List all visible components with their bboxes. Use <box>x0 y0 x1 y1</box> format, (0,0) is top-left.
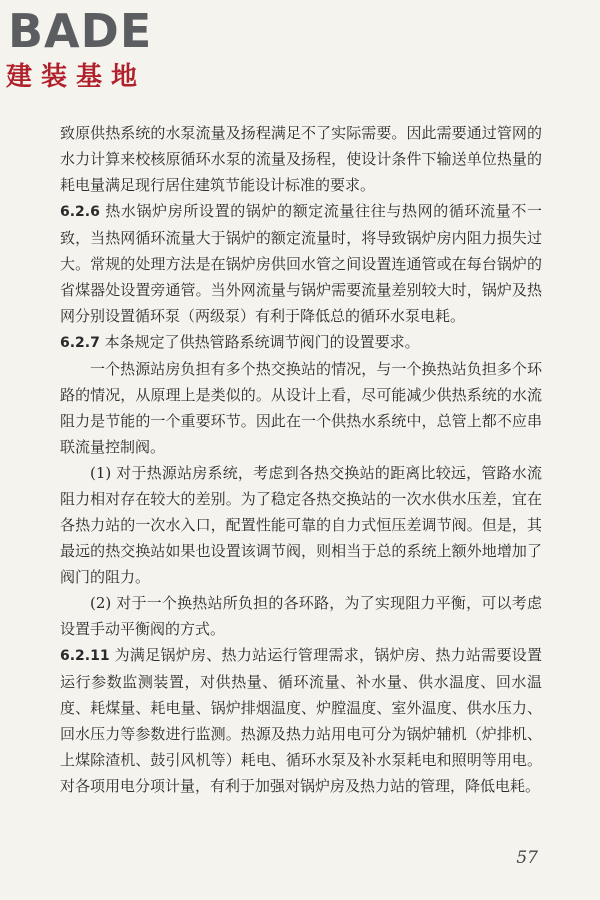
clause-number: 6.2.6 <box>60 204 100 220</box>
clause-6-2-11 <box>60 642 542 799</box>
paragraph-text: (2) 对于一个换热站所负担的各环路，为了实现阻力平衡，可以考虑设置手动平衡阀的方式。 <box>60 594 542 638</box>
paragraph-text: 致原供热系统的水泵流量及扬程满足不了实际需要。因此需要通过管网的水力计算来校核原循环水泵的流量及扬程，使设计条件下输送单位热量的耗电量满足现行居住建筑节能设计标准的要求。 <box>60 124 542 194</box>
paragraph-continuation <box>60 120 542 198</box>
clause-text: 为满足锅炉房、热力站运行管理需求，锅炉房、热力站需要设置运行参数监测装置，对供热量、循环流量、补水量、供水温度、回水温度、耗煤量、耗电量、锅炉排烟温度、炉膛温度、室外温度、供水压力、回水压力等参数进行监测。热源及热力站用电可分为锅炉辅机（炉排机、上煤除渣机、鼓引风机等）耗电、循环水泵及补水泵耗电和照明等用电。对各项用电分项计量，有利于加强对锅炉房及热力站的管理，降低电耗。 <box>60 646 542 795</box>
clause-text: 本条规定了供热管路系统调节阀门的设置要求。 <box>104 333 420 351</box>
page-body <box>60 120 542 799</box>
clause-number: 6.2.11 <box>60 648 110 664</box>
logo-subtitle: 建装基地 <box>6 62 147 92</box>
paragraph-item-1 <box>60 460 542 590</box>
clause-text: 热水锅炉房所设置的锅炉的额定流量往往与热网的循环流量不一致，当热网循环流量大于锅炉的额定流量时，将导致锅炉房内阻力损失过大。常规的处理方法是在锅炉房供回水管之间设置连通管或在每台锅炉的省煤器处设置旁通管。当外网流量与锅炉需要流量差别较大时，锅炉及热网分别设置循环泵（两级泵）有利于降低总的循环水泵电耗。 <box>60 202 542 325</box>
paragraph-text: (1) 对于热源站房系统，考虑到各热交换站的距离比较远，管路水流阻力相对存在较大的差别。为了稳定各热交换站的一次水供水压差，宜在各热力站的一次水入口，配置性能可靠的自力式恒压差调节阀。但是，其最远的热交换站如果也设置该调节阀，则相当于总的系统上额外地增加了阀门的阻力。 <box>60 464 542 586</box>
paragraph-item-2 <box>60 590 542 642</box>
clause-number: 6.2.7 <box>60 335 100 351</box>
paragraph-text: 一个热源站房负担有多个热交换站的情况，与一个换热站负担多个环路的情况，从原理上是类似的。从设计上看，尽可能减少供热系统的水流阻力是节能的一个重要环节。因此在一个供热水系统中，总管上都不应串联流量控制阀。 <box>60 360 542 456</box>
page-number: 57 <box>516 848 538 868</box>
clause-6-2-7 <box>60 329 542 356</box>
clause-6-2-6 <box>60 198 542 329</box>
paragraph-heat-source <box>60 356 542 460</box>
bade-logo <box>6 4 206 98</box>
logo-wordmark: BADE <box>8 4 153 58</box>
